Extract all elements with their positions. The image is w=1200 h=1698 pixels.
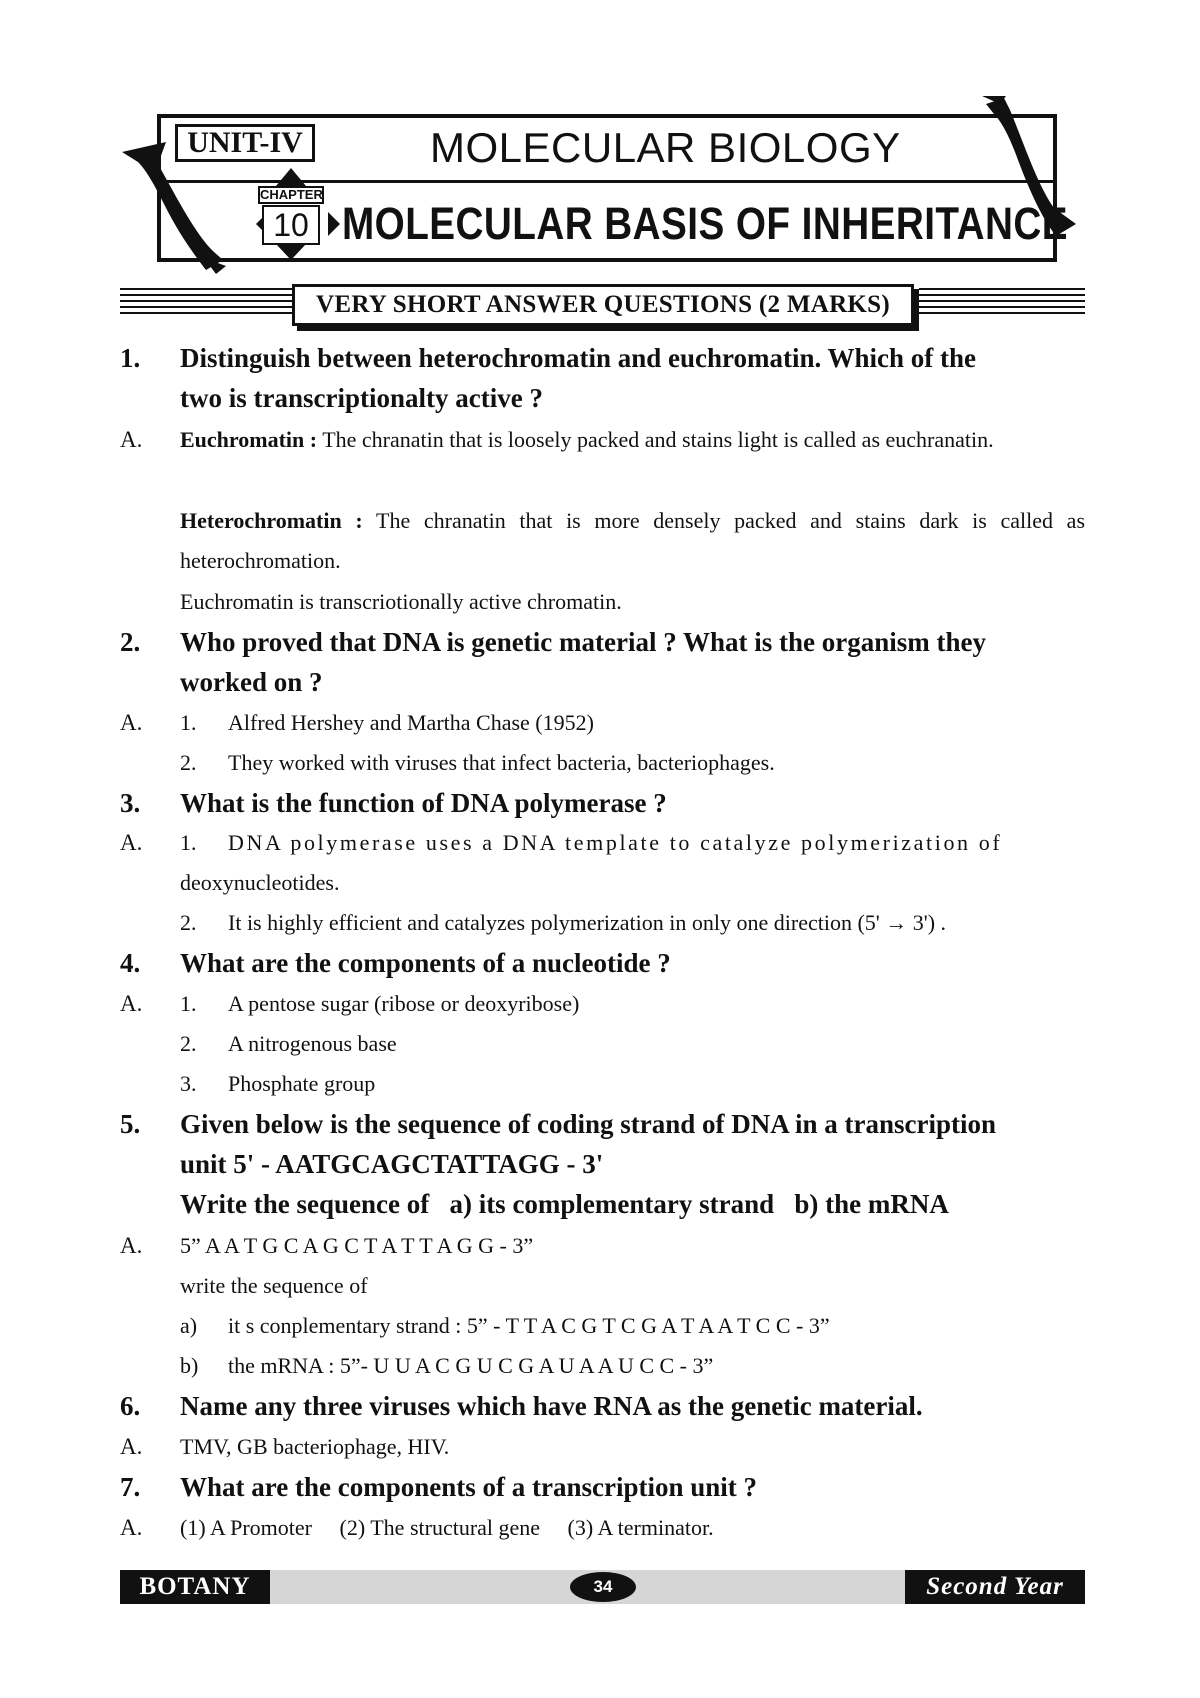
question-number: 7. xyxy=(120,1472,141,1502)
term-euchromatin: Euchromatin : xyxy=(180,427,318,452)
answer-paragraph xyxy=(180,501,1085,581)
question-text: Given below is the sequence of coding strand of DNA in a transcription xyxy=(180,1109,997,1139)
section-rule-right xyxy=(919,288,1085,318)
answer-text: write the sequence of xyxy=(180,1273,368,1298)
section-rule-left xyxy=(120,288,292,318)
question-text: What is the function of DNA polymerase ? xyxy=(180,788,667,818)
question-number: 5. xyxy=(120,1109,141,1139)
answer-point: it s conplementary strand : 5” - T T A C G T C G A T A A T C C - 3” xyxy=(228,1313,830,1338)
answer-paragraph xyxy=(180,420,1085,460)
answer-marker: A. xyxy=(120,991,143,1016)
footer-subject: BOTANY xyxy=(120,1570,270,1604)
answer-point-number: 2. xyxy=(180,750,197,775)
answer-point-number: a) xyxy=(180,1313,198,1338)
answer-marker: A. xyxy=(120,427,143,452)
question-number: 1. xyxy=(120,343,141,373)
answer-marker: A. xyxy=(120,710,143,735)
answer-marker: A. xyxy=(120,1515,143,1540)
answer-point: Alfred Hershey and Martha Chase (1952) xyxy=(228,710,594,735)
answer-point: A pentose sugar (ribose or deoxyribose) xyxy=(228,991,580,1016)
question-number: 4. xyxy=(120,948,141,978)
question-text: two is transcriptionalty active ? xyxy=(180,383,543,413)
answer-text: (1) A Promoter (2) The structural gene (3) A terminator. xyxy=(180,1515,714,1540)
question-text: unit 5' - AATGCAGCTATTAGG - 3' xyxy=(180,1149,604,1179)
answer-marker: A. xyxy=(120,1434,143,1459)
section-title: VERY SHORT ANSWER QUESTIONS (2 MARKS) xyxy=(292,284,914,326)
answer-point-continuation: deoxynucleotides. xyxy=(180,870,340,895)
question-text: Name any three viruses which have RNA as the genetic material. xyxy=(180,1391,923,1421)
unit-title: MOLECULAR BIOLOGY xyxy=(430,124,901,171)
unit-label: UNIT-IV xyxy=(175,124,315,162)
answer-point: Phosphate group xyxy=(228,1071,376,1096)
answer-point-number: 1. xyxy=(180,830,197,855)
answer-point-number: 3. xyxy=(180,1071,197,1096)
definition-heterochromatin: The chranatin that is more densely packed and stains dark is called as heterochromation. xyxy=(180,508,1086,573)
answer-text: TMV, GB bacteriophage, HIV. xyxy=(180,1434,450,1459)
question-text: Who proved that DNA is genetic material ? What is the organism they xyxy=(180,627,986,657)
answer-sequence: 5” A A T G C A G C T A T T A G G - 3” xyxy=(180,1233,534,1258)
answer-point-number: b) xyxy=(180,1353,199,1378)
question-text: worked on ? xyxy=(180,667,323,697)
answer-point-number: 2. xyxy=(180,910,197,935)
question-number: 6. xyxy=(120,1391,141,1421)
answer-point: A nitrogenous base xyxy=(228,1031,397,1056)
question-number: 3. xyxy=(120,788,141,818)
chapter-number: 10 xyxy=(262,205,320,245)
answer-conclusion: Euchromatin is transcriotionally active chromatin. xyxy=(180,589,622,614)
chapter-title: MOLECULAR BASIS OF INHERITANCE xyxy=(342,198,1068,249)
question-text: Write the sequence of a) its complementary strand b) the mRNA xyxy=(180,1189,949,1219)
chapter-label: CHAPTER xyxy=(260,187,323,202)
answer-point: DNA polymerase uses a DNA template to catalyze polymerization of xyxy=(228,830,1003,855)
question-number: 2. xyxy=(120,627,141,657)
answer-point: the mRNA : 5”- U U A C G U C G A U A A U C C - 3” xyxy=(228,1353,714,1378)
page-number: 34 xyxy=(570,1572,636,1602)
answer-point-number: 1. xyxy=(180,991,197,1016)
term-heterochromatin: Heterochromatin : xyxy=(180,508,363,533)
question-text: Distinguish between heterochromatin and euchromatin. Which of the xyxy=(180,343,977,373)
answer-point: They worked with viruses that infect bacteria, bacteriophages. xyxy=(228,750,775,775)
definition-euchromatin: The chranatin that is loosely packed and stains light is called as euchranatin. xyxy=(322,427,994,452)
question-text: What are the components of a transcription unit ? xyxy=(180,1472,757,1502)
answer-point-number: 2. xyxy=(180,1031,197,1056)
answer-point: It is highly efficient and catalyzes polymerization in only one direction (5' → 3') . xyxy=(228,910,947,935)
question-text: What are the components of a nucleotide ? xyxy=(180,948,671,978)
answer-marker: A. xyxy=(120,830,143,855)
footer-year: Second Year xyxy=(905,1570,1085,1604)
answer-marker: A. xyxy=(120,1233,143,1258)
answer-point-number: 1. xyxy=(180,710,197,735)
